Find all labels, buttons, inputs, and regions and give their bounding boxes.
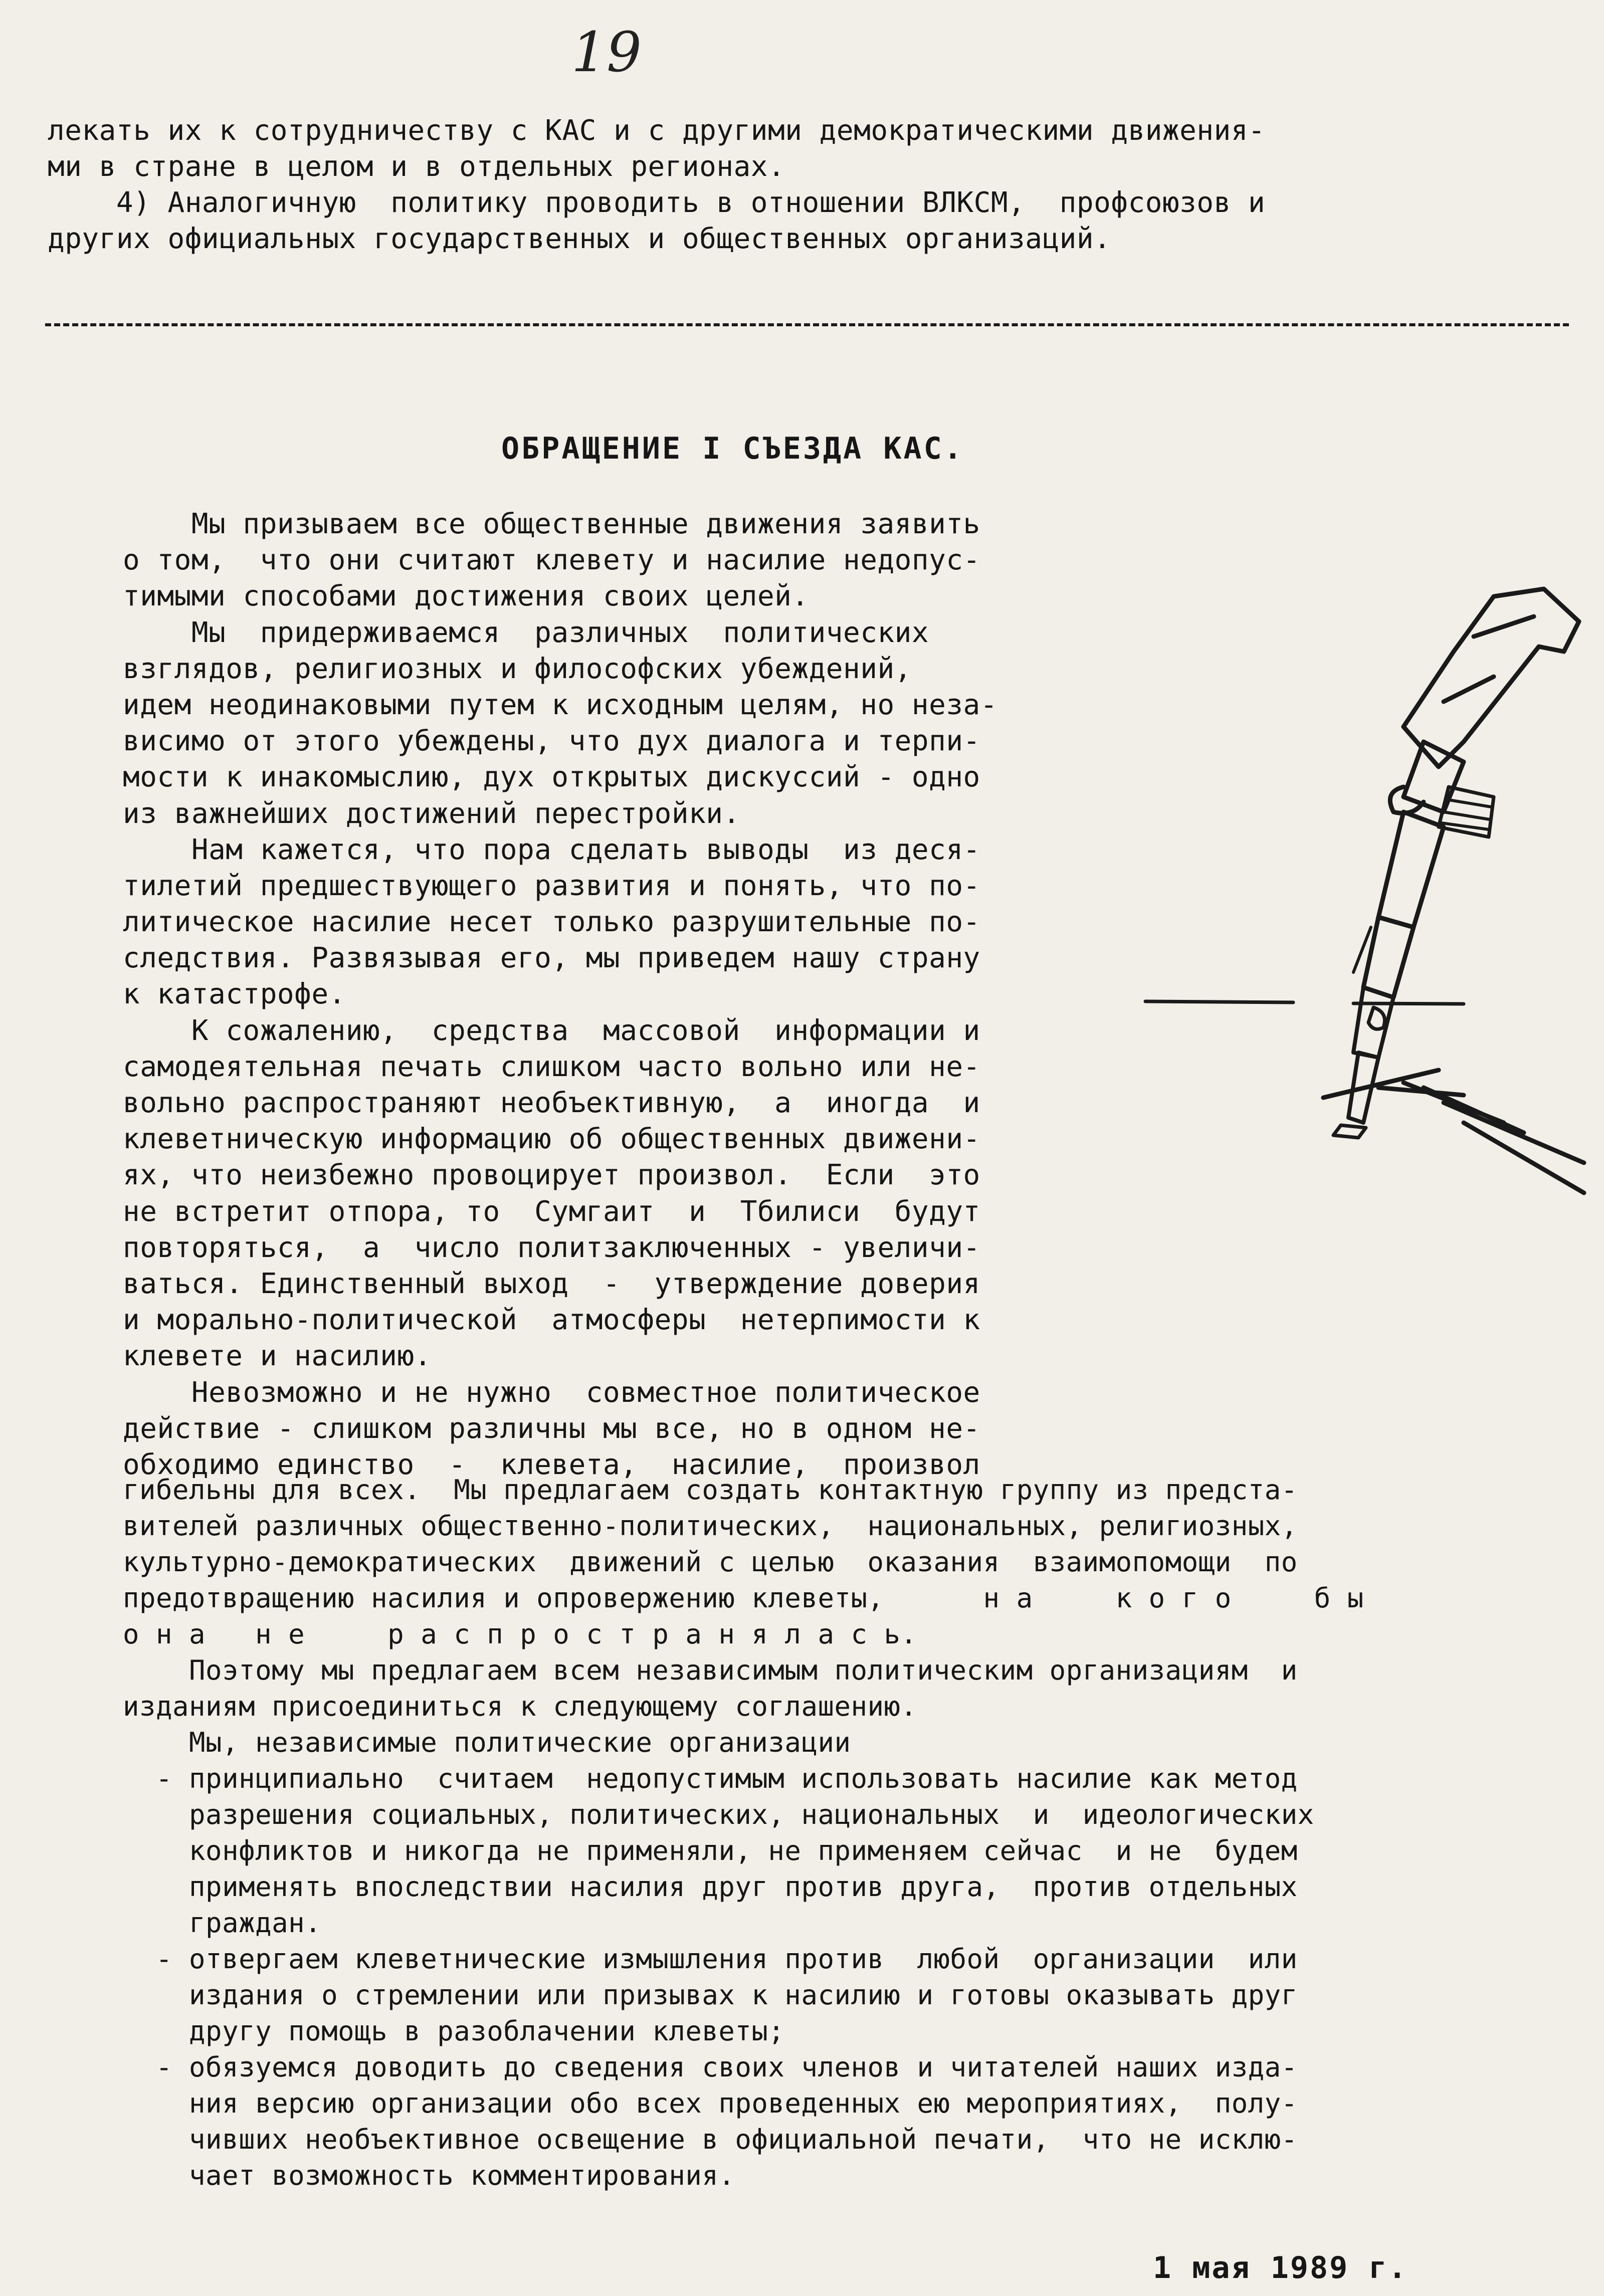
text-line: ми в стране в целом и в отдельных регионах. <box>48 150 785 183</box>
dashed-separator <box>45 323 1569 326</box>
text-line: предотвращению насилия и опровержению клеветы, н а к о г о б ы <box>123 1582 1364 1614</box>
document-title: ОБРАЩЕНИЕ I СЪЕЗДА КАС. <box>501 431 964 466</box>
list-item-line: - отвергаем клеветнические измышления против любой организации или <box>123 1943 1298 1975</box>
text-line: тимыми способами достижения своих целей. <box>123 580 809 613</box>
text-line: и морально-политической атмосферы нетерпимости к <box>123 1304 980 1337</box>
text-line: К сожалению, средства массовой информации и <box>123 1014 980 1047</box>
text-line: ваться. Единственный выход - утверждение доверия <box>123 1267 980 1300</box>
text-line: 4) Аналогичную политику проводить в отношении ВЛКСМ, профсоюзов и <box>48 186 1266 219</box>
list-item-line: чает возможность комментирования. <box>123 2160 735 2191</box>
text-line: клевете и насилию. <box>123 1340 432 1373</box>
text-line: вольно распространяют необъективную, а иногда и <box>123 1087 980 1119</box>
text-line: тилетий предшествующего развития и понять, что по- <box>123 869 980 902</box>
text-line: вителей различных общественно-политических, национальных, религиозных, <box>123 1510 1298 1542</box>
text-line: идем неодинаковыми путем к исходным целям, но неза- <box>123 688 997 721</box>
appeal-text-narrow <box>123 506 1125 1483</box>
text-line: висимо от этого убеждены, что дух диалога и терпи- <box>123 725 980 758</box>
list-item-line: другу помощь в разоблачении клеветы; <box>123 2015 785 2047</box>
text-line: мости к инакомыслию, дух открытых дискуссий - одно <box>123 761 980 794</box>
list-item-line: ния версию организации обо всех проведенных ею мероприятиях, полу- <box>123 2088 1298 2119</box>
page-number: 19 <box>571 20 642 84</box>
list-item-line: - принципиально считаем недопустимым использовать насилие как метод <box>123 1763 1298 1794</box>
list-item-line: конфликтов и никогда не применяли, не применяем сейчас и не будем <box>123 1835 1298 1866</box>
text-line: других официальных государственных и общественных организаций. <box>48 223 1111 255</box>
text-line: Невозможно и не нужно совместное политическое <box>123 1376 980 1409</box>
text-line: клеветническую информацию об общественных движени- <box>123 1123 980 1156</box>
document-date: 1 мая 1989 г. <box>1153 2250 1408 2285</box>
text-line: Поэтому мы предлагаем всем независимым политическим организациям и <box>123 1654 1298 1686</box>
text-line: следствия. Развязывая его, мы приведем нашу страну <box>123 942 980 975</box>
list-item-line: издания о стремлении или призывах к насилию и готовы оказывать друг <box>123 1979 1298 2011</box>
text-line: из важнейших достижений перестройки. <box>123 797 740 830</box>
text-line: ях, что неизбежно провоцирует произвол. Если это <box>123 1159 980 1192</box>
list-item-line: разрешения социальных, политических, национальных и идеологических <box>123 1799 1314 1830</box>
text-line: обходимо единство - клевета, насилие, произвол <box>123 1448 980 1481</box>
text-line: повторяться, а число политзаключенных - увеличи- <box>123 1231 980 1264</box>
text-line: Мы придерживаемся различных политических <box>123 616 929 649</box>
text-line: самодеятельная печать слишком часто вольно или не- <box>123 1050 980 1083</box>
text-line: гибельны для всех. Мы предлагаем создать контактную группу из предста- <box>123 1474 1298 1506</box>
text-line: Мы призываем все общественные движения заявить <box>123 508 980 540</box>
text-line: Нам кажется, что пора сделать выводы из деся- <box>123 833 980 866</box>
text-line: литическое насилие несет только разрушительные по- <box>123 906 980 939</box>
text-line: взглядов, религиозных и философских убеждений, <box>123 652 912 685</box>
text-line: действие - слишком различны мы все, но в одном не- <box>123 1412 980 1445</box>
text-line: Мы, независимые политические организации <box>123 1727 851 1758</box>
text-line: о том, что они считают клевету и насилие недопус- <box>123 544 980 577</box>
text-line: к катастрофе. <box>123 978 346 1011</box>
text-line: не встретит отпора, то Сумгаит и Тбилиси будут <box>123 1195 980 1228</box>
rifle-bayonet-illustration <box>1143 576 1594 1213</box>
previous-text-continuation <box>48 113 1566 257</box>
list-item-line: - обязуемся доводить до сведения своих членов и читателей наших изда- <box>123 2051 1298 2083</box>
appeal-text-wide <box>123 1472 1571 2194</box>
text-line: лекать их к сотрудничеству с КАС и с другими демократическими движения- <box>48 114 1266 147</box>
text-line: культурно-демократических движений с целью оказания взаимопомощи по <box>123 1546 1298 1578</box>
list-item-line: чивших необъективное освещение в официальной печати, что не исклю- <box>123 2124 1298 2155</box>
list-item-line: граждан. <box>123 1907 322 1939</box>
text-line: изданиям присоединиться к следующему соглашению. <box>123 1691 917 1722</box>
text-line: о н а н е р а с п р о с т р а н я л а с ь. <box>123 1618 917 1650</box>
list-item-line: применять впоследствии насилия друг против друга, против отдельных <box>123 1871 1298 1903</box>
